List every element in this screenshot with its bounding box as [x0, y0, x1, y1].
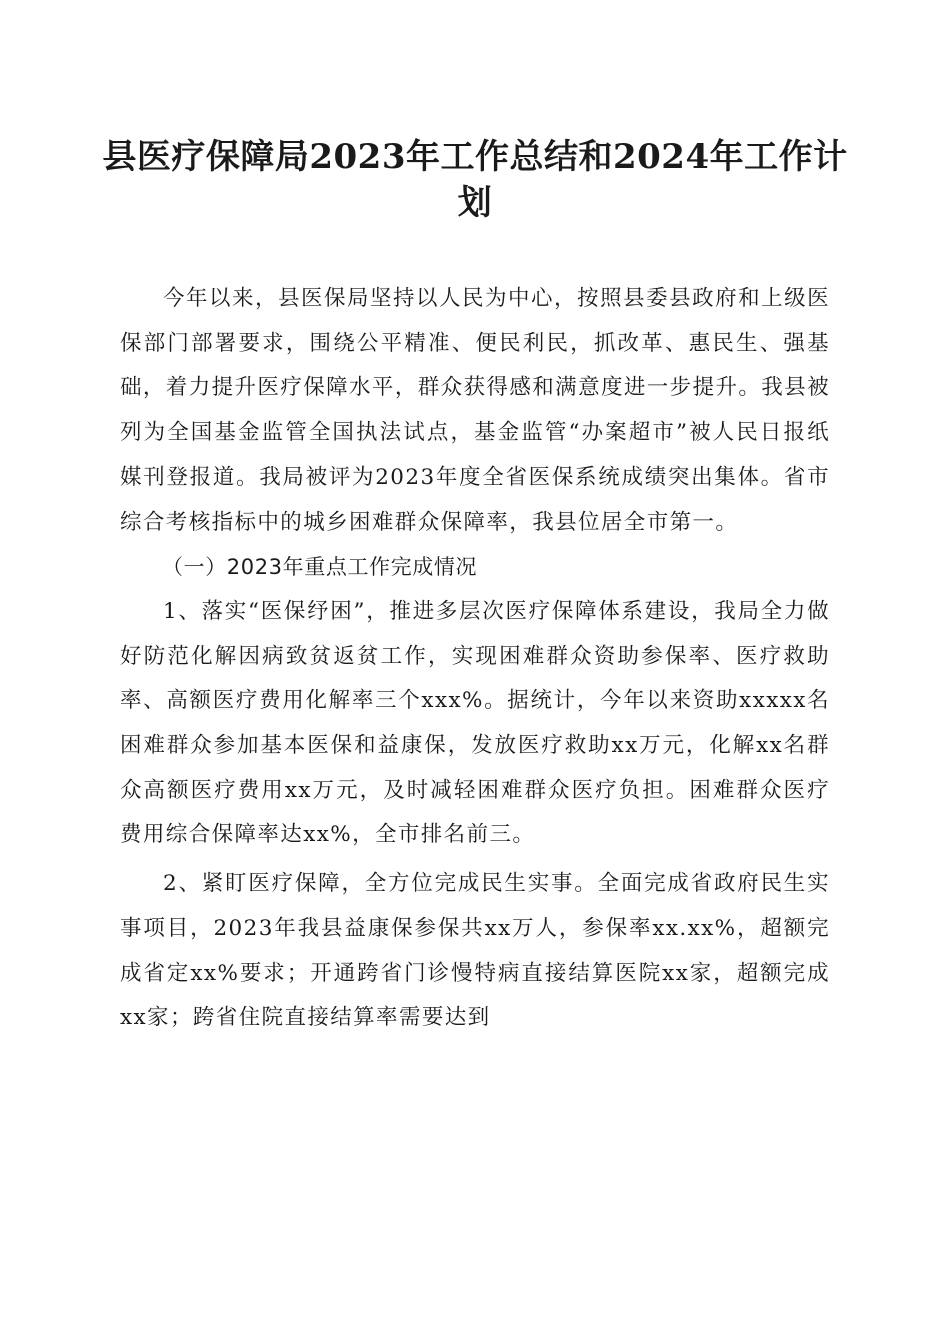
item-1-paragraph: 1、落实“医保纾困”，推进多层次医疗保障体系建设，我局全力做好防范化解因病致贫返贫工作，实现困难群众资助参保率、医疗救助率、高额医疗费用化解率三个xxx%。据统计，今年以来资助xxxxx名困难群众参加基本医保和益康保，发放医疗救助xx万元，化解xx名群众高额医疗费用xx万元，及时减轻困难群众医疗负担。困难群众医疗费用综合保障率达xx%，全市排名前三。: [120, 598, 830, 848]
document-title: 县医疗保障局2023年工作总结和2024年工作计划: [102, 137, 848, 223]
document-body: [120, 277, 830, 1041]
item-2-paragraph: 2、紧盯医疗保障，全方位完成民生实事。全面完成省政府民生实事项目，2023年我县益康保参保共xx万人，参保率xx.xx%，超额完成省定xx%要求；开通跨省门诊慢特病直接结算医院xx家，超额完成xx家；跨省住院直接结算率需要达到: [120, 871, 830, 1031]
section-heading: （一）2023年重点工作完成情况: [162, 555, 478, 580]
intro-paragraph: 今年以来，县医保局坚持以人民为中心，按照县委县政府和上级医保部门部署要求，围绕公平精准、便民利民，抓改革、惠民生、强基础，着力提升医疗保障水平，群众获得感和满意度进一步提升。我县被列为全国基金监管全国执法试点，基金监管“办案超市”被人民日报纸媒刊登报道。我局被评为2023年度全省医保系统成绩突出集体。省市综合考核指标中的城乡困难群众保障率，我县位居全市第一。: [120, 286, 830, 535]
